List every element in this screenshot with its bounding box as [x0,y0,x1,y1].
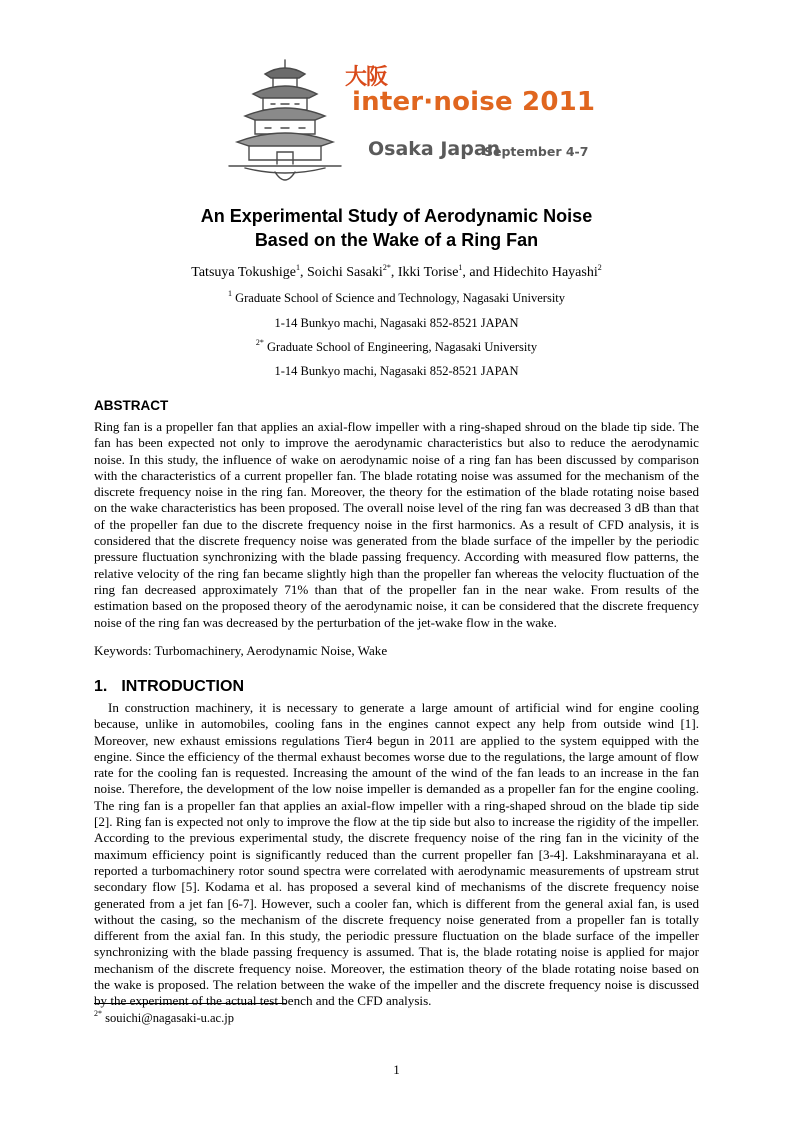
footnote: $^{2*}$ souichi@nagasaki-u.ac.jp [94,1009,234,1025]
paper-title-line-1: An Experimental Study of Aerodynamic Noise [200,206,593,226]
author-name: Tatsuya Tokushige [191,265,296,280]
conference-name: inter·noise 2011 [352,87,596,117]
footnote-rule [94,1003,286,1004]
author-mark: 1 [295,263,300,272]
author-name: Ikki Torise [397,265,459,280]
author-list: Tatsuya Tokushige$^1$, Soichi Sasaki$^{2*}$, Ikki Torise$^1$, and Hidechito Hayashi$^2$ [191,263,602,280]
section-number: 1. [94,678,108,695]
affiliation-2-address: 1-14 Bunkyo machi, Nagasaki 852-8521 JAPAN [274,364,519,378]
conference-kanji: 大阪 [345,64,388,90]
conference-dates: September 4-7 [484,144,589,159]
conference-location: Osaka Japan [368,138,501,160]
osaka-castle-icon [215,52,355,192]
author-mark: 2 [597,263,602,272]
affiliation-2: $^{2*}$ Graduate School of Engineering, Nagasaki University [255,338,538,354]
author-mark: 1 [458,263,463,272]
keywords: Keywords: Turbomachinery, Aerodynamic Noise, Wake [94,643,388,658]
section-title: INTRODUCTION [121,678,244,695]
affiliation-1-address: 1-14 Bunkyo machi, Nagasaki 852-8521 JAPAN [274,316,519,330]
abstract-heading: ABSTRACT [94,398,169,413]
page-number: 1 [393,1062,400,1077]
conference-logo [215,52,595,192]
affiliation-1: $^1$ Graduate School of Science and Technology, Nagasaki University [227,289,566,305]
introduction-text: In construction machinery, it is necessary to generate a large amount of artificial wind for engine cooling because, unlike in automobiles, cooling fans in the engines cannot expect any help from outside wind [1]. Moreover, new exhaust emissions regulations Tier4 begun in 2011 are applied to the system equipped with the engine. Since the efficiency of the thermal exhaust becomes worse due to the regulations, the large amount of flow rate for the cooling fan is requested. Increasing the amount of the wind of the fan leads to an increase in the fan noise. Therefore, the development of the low noise impeller is demanded as a propeller fan for the engine cooling. The ring fan is a propeller fan that applies an axial-flow impeller with a ring-shaped shroud on the blade tip side [2]. Ring fan is expected not only to improve the flow at the tip side but also to increase the rigidity of the impeller. According to the previous experimental study, the discrete frequency noise of the ring fan in the vicinity of the maximum efficiency point is significantly reduced than the current propeller fan [3-4]. Lakshminarayana et al. reported a turbomachinery rotor sound spectra were correlated with aerodynamic measurements of upstream strut secondary flow [5]. Kodama et al. has proposed a several kind of mechanisms of the discrete frequency noise generated from a jet fan [6-7]. However, such a cooler fan, which is different from the general axial fan, is used without the casing, so the mechanism of the discrete frequency noise generated from a propeller fan is totally different from the axial fan. In this study, the periodic pressure fluctuation on the blade surface of the impeller synchronizing with the blade passing frequency is assumed. That is, the blade rotating noise is applied for major mechanism of the discrete frequency noise. Moreover, the estimation theory of the blade rotating noise based on the wake is proposed. The relation between the wake of the impeller and the discrete frequency noise is discussed by the experiment of the actual test bench and the CFD analysis. [94,700,699,1009]
footnote-email: souichi@nagasaki-u.ac.jp [102,1011,234,1025]
abstract-text: Ring fan is a propeller fan that applies an axial-flow impeller with a ring-shaped shroud on the blade tip side. The fan has been expected not only to improve the aerodynamic characteristics but also to reduce the aerodynamic noise. In this study, the influence of wake on aerodynamic noise of a ring fan has been discussed by comparison with the characteristics of a current propeller fan. The blade rotating noise was assumed for the mechanism of the discrete frequency noise in the ring fan. Moreover, the theory for the estimation of the blade rotating noise based on the wake characteristics has been proposed. The overall noise level of the ring fan was decreased 3 dB than that of the propeller fan due to the discrete frequency noise in the first harmonics. As a result of CFD analysis, it is considered that the discrete frequency noise was generated from the blade surface of the impeller by the periodic pressure fluctuation synchronizing with the blade passing frequency. According with measured flow patterns, the relative velocity of the ring fan became slightly high than the propeller fan whereas the velocity fluctuation of the ring fan decreased approximately 71% than that of the propeller fan in the near wake. From results of the estimation based on the proposed theory of the aerodynamic noise, it can be considered that the discrete frequency noise of the ring fan was decreased by the perturbation of the jet-wake flow in the wake. [94,419,699,630]
paper-title-line-2: Based on the Wake of a Ring Fan [254,230,539,250]
author-name: Hidechito Hayashi [493,265,598,280]
author-mark: 2* [382,263,391,272]
section-heading [94,678,244,696]
author-name: Soichi Sasaki [306,265,383,280]
